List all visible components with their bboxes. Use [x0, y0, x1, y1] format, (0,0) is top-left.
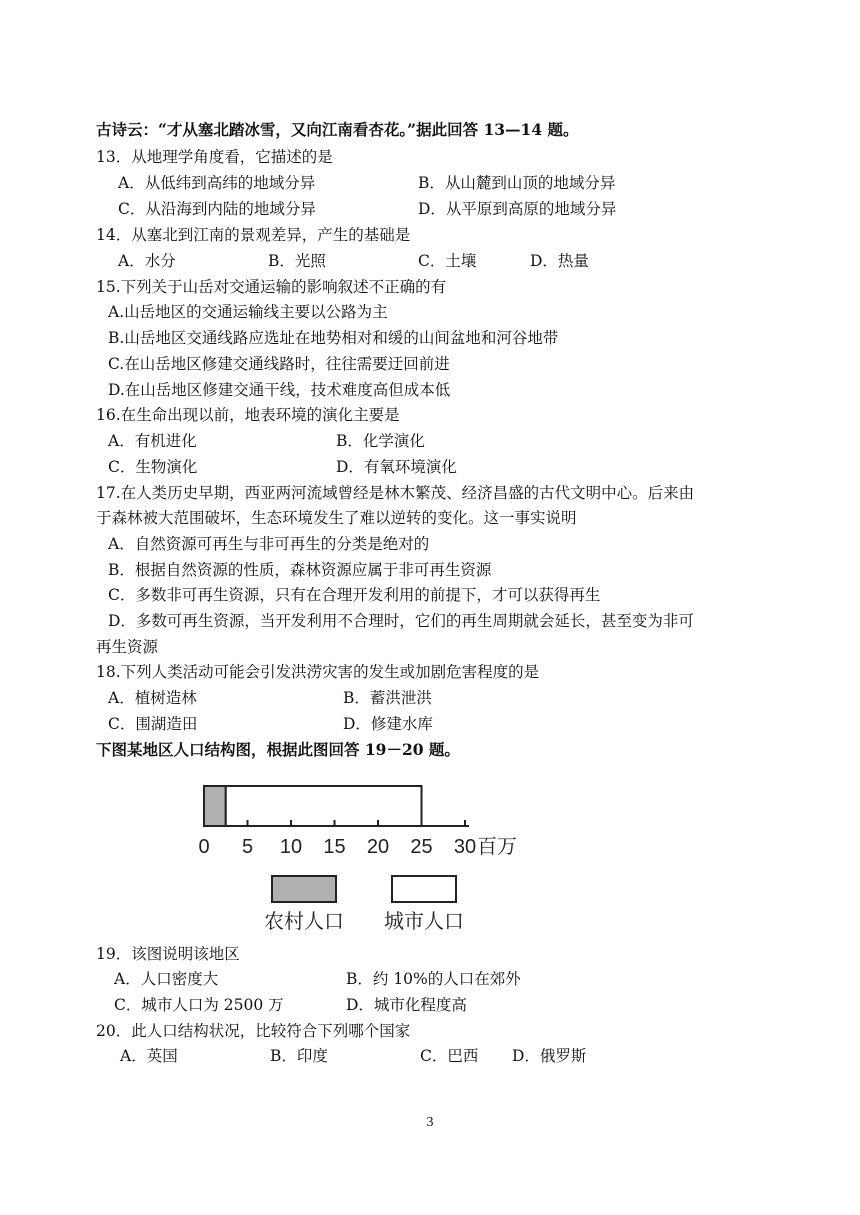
- question-16-stem: 16.在生命出现以前，地表环境的演化主要是: [96, 406, 400, 424]
- question-15-option-c: C.在山岳地区修建交通线路时，往往需要迂回前进: [108, 355, 450, 373]
- x-tick-label-30: 30: [453, 836, 477, 858]
- question-20-option-c: C．巴西: [420, 1047, 479, 1065]
- question-13-option-a: A．从低纬到高纬的地域分异: [118, 174, 316, 192]
- page-number: 3: [426, 1115, 434, 1130]
- population-structure-chart: [186, 780, 556, 940]
- question-19-option-d: D．城市化程度高: [346, 996, 467, 1014]
- question-20-option-d: D．俄罗斯: [512, 1047, 587, 1065]
- question-14-option-a: A．水分: [118, 252, 176, 270]
- x-tick-label-25: 25: [410, 836, 433, 858]
- legend-swatch-rural: [272, 876, 336, 902]
- question-13-option-c: C．从沿海到内陆的地域分异: [118, 200, 316, 218]
- question-17-stem-line-1: 17.在人类历史早期，西亚两河流域曾经是林木繁茂、经济昌盛的古代文明中心。后来由: [96, 484, 695, 502]
- x-axis-unit-label: 百万: [477, 836, 517, 858]
- question-16-option-a: A．有机进化: [108, 432, 197, 450]
- question-17-option-d-continued: 再生资源: [96, 638, 159, 656]
- question-13-option-b: B．从山麓到山顶的地域分异: [418, 174, 616, 192]
- question-15-option-d: D.在山岳地区修建交通干线，技术难度高但成本低: [108, 381, 451, 399]
- question-16-option-d: D．有氧环境演化: [336, 458, 457, 476]
- question-17-option-d: D．多数可再生资源，当开发利用不合理时，它们的再生周期就会延长，甚至变为非可: [108, 612, 694, 630]
- intro-poem: 古诗云：“才从塞北踏冰雪，又向江南看杏花。”据此回答 13—14 题。: [96, 120, 579, 139]
- question-20-option-b: B．印度: [270, 1047, 328, 1065]
- question-18-option-a: A．植树造林: [108, 689, 197, 707]
- question-14-option-b: B．光照: [268, 252, 326, 270]
- chart-intro: 下图某地区人口结构图，根据此图回答 19－20 题。: [96, 740, 460, 759]
- x-tick-label-15: 15: [323, 836, 346, 858]
- question-19-option-a: A．人口密度大: [114, 970, 219, 988]
- question-13-option-d: D．从平原到高原的地域分异: [418, 200, 617, 218]
- x-tick-label-20: 20: [366, 836, 390, 858]
- question-16-option-c: C．生物演化: [108, 458, 198, 476]
- legend-label-rural: 农村人口: [264, 909, 344, 933]
- x-tick-label-0: 0: [198, 836, 210, 858]
- question-20-stem: 20．此人口结构状况，比较符合下列哪个国家: [96, 1022, 411, 1040]
- x-tick-label-5: 5: [241, 836, 254, 858]
- question-17-option-b: B．根据自然资源的性质，森林资源应属于非可再生资源: [108, 561, 492, 579]
- question-18-option-b: B．蓄洪泄洪: [343, 689, 432, 707]
- x-tick-label-10: 10: [279, 836, 303, 858]
- question-18-option-c: C．围湖造田: [108, 715, 198, 733]
- question-20-option-a: A．英国: [120, 1047, 178, 1065]
- question-16-option-b: B．化学演化: [336, 432, 425, 450]
- bar-rural-population: [204, 786, 226, 826]
- question-14-option-d: D．热量: [530, 252, 589, 270]
- question-17-option-c: C．多数非可再生资源，只有在合理开发利用的前提下，才可以获得再生: [108, 586, 601, 604]
- question-19-option-c: C．城市人口为 2500 万: [114, 996, 284, 1014]
- legend-swatch-urban: [392, 876, 456, 902]
- legend-label-urban: 城市人口: [384, 909, 464, 933]
- question-15-stem: 15.下列关于山岳对交通运输的影响叙述不正确的有: [96, 278, 447, 296]
- question-15-option-a: A.山岳地区的交通运输线主要以公路为主: [108, 303, 388, 321]
- question-15-option-b: B.山岳地区交通线路应选址在地势相对和缓的山间盆地和河谷地带: [108, 329, 559, 347]
- question-17-option-a: A．自然资源可再生与非可再生的分类是绝对的: [108, 535, 430, 553]
- question-18-option-d: D．修建水库: [343, 715, 433, 733]
- question-19-stem: 19．该图说明该地区: [96, 945, 240, 963]
- question-17-stem-line-2: 于森林被大范围破坏，生态环境发生了难以逆转的变化。这一事实说明: [96, 509, 577, 527]
- question-19-option-b: B．约 10%的人口在郊外: [346, 970, 521, 988]
- bar-urban-population: [226, 786, 422, 826]
- question-14-stem: 14．从塞北到江南的景观差异，产生的基础是: [96, 226, 411, 244]
- question-13-stem: 13．从地理学角度看，它描述的是: [96, 148, 333, 166]
- question-18-stem: 18.下列人类活动可能会引发洪涝灾害的发生或加剧危害程度的是: [96, 663, 540, 681]
- question-14-option-c: C．土壤: [418, 252, 477, 270]
